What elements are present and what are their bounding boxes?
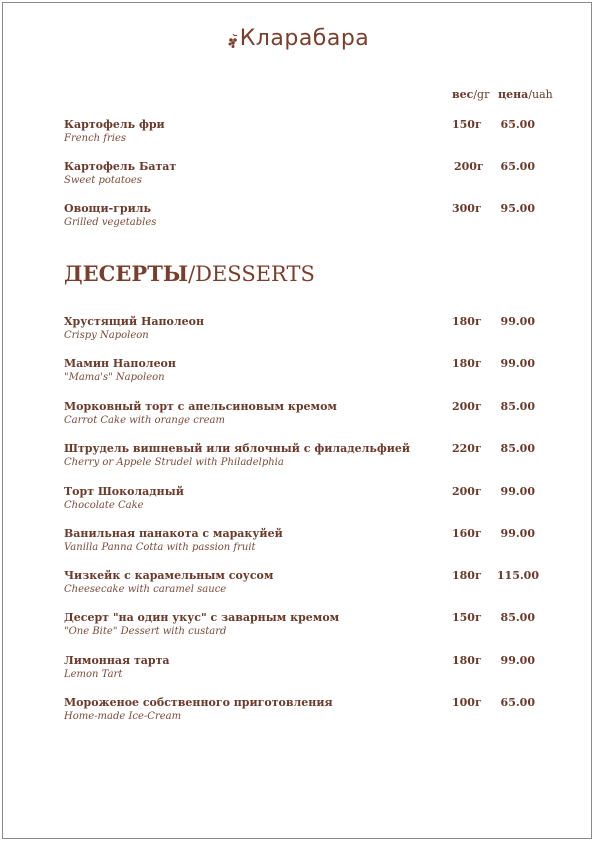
menu-item-price: 85.00 — [500, 400, 535, 413]
menu-item-price: 95.00 — [500, 202, 535, 215]
menu-item-weight: 180г — [452, 569, 482, 582]
menu-item-price: 99.00 — [500, 357, 535, 370]
menu-item — [64, 357, 554, 385]
menu-item-weight: 180г — [452, 315, 482, 328]
section-title-desserts: ДЕСЕРТЫ/DESSERTS — [64, 261, 315, 286]
menu-item-weight: 200г — [454, 160, 484, 173]
menu-item-name-en: Cherry or Appele Strudel with Philadelphia — [64, 457, 284, 468]
menu-item-weight: 200г — [452, 485, 482, 498]
brand-logo — [0, 26, 596, 51]
menu-item-weight: 180г — [452, 357, 482, 370]
menu-item-name-en: Grilled vegetables — [64, 217, 157, 228]
menu-item-name-en: Lemon Tart — [64, 669, 123, 680]
menu-item-weight: 200г — [452, 400, 482, 413]
menu-item-weight: 150г — [452, 118, 482, 131]
menu-item-price: 99.00 — [500, 527, 535, 540]
menu-item-name-ru: Штрудель вишневый или яблочный с филадельфией — [64, 442, 411, 455]
menu-item — [64, 202, 554, 230]
menu-item-name-ru: Картофель фри — [64, 118, 165, 131]
menu-item — [64, 118, 554, 146]
menu-item-name-en: Vanilla Panna Cotta with passion fruit — [64, 542, 256, 553]
menu-item-name-en: "One Bite" Dessert with custard — [64, 626, 227, 637]
column-header-weight: вес/gr — [452, 88, 490, 101]
brand-name: Кларабара — [239, 26, 370, 51]
menu-item-price: 99.00 — [500, 315, 535, 328]
menu-item-name-ru: Лимонная тарта — [64, 654, 170, 667]
menu-item-name-ru: Картофель Батат — [64, 160, 177, 173]
menu-item-name-ru: Ванильная панакота с маракуйей — [64, 527, 283, 540]
menu-item-weight: 300г — [452, 202, 482, 215]
menu-item-name-ru: Торт Шоколадный — [64, 485, 184, 498]
menu-item-name-ru: Хрустящий Наполеон — [64, 315, 205, 328]
menu-item — [64, 160, 554, 188]
menu-item — [64, 696, 554, 724]
menu-item — [64, 485, 554, 513]
menu-item — [64, 611, 554, 639]
menu-item-name-en: "Mama's" Napoleon — [64, 372, 165, 383]
menu-item-name-en: Home-made Ice-Cream — [64, 711, 182, 722]
menu-item-name-en: Cheesecake with caramel sauce — [64, 584, 227, 595]
menu-item-weight: 160г — [452, 527, 482, 540]
menu-item — [64, 569, 554, 597]
column-header-price: цена/uah — [498, 88, 553, 101]
menu-item-weight: 180г — [452, 654, 482, 667]
menu-item — [64, 442, 554, 470]
menu-item-name-en: Sweet potatoes — [64, 175, 142, 186]
menu-item-price: 65.00 — [500, 118, 535, 131]
menu-item-price: 99.00 — [500, 485, 535, 498]
menu-item-price: 65.00 — [500, 160, 535, 173]
menu-item-name-en: Chocolate Cake — [64, 500, 144, 511]
menu-item-name-ru: Мамин Наполеон — [64, 357, 176, 370]
menu-item-price: 65.00 — [500, 696, 535, 709]
menu-item — [64, 315, 554, 343]
menu-item-price: 115.00 — [496, 569, 539, 582]
menu-item-price: 99.00 — [500, 654, 535, 667]
menu-item-name-en: Carrot Cake with orange cream — [64, 415, 226, 426]
menu-item-name-ru: Мороженое собственного приготовления — [64, 696, 333, 709]
menu-item-name-ru: Овощи-гриль — [64, 202, 152, 215]
menu-item-weight: 150г — [452, 611, 482, 624]
grape-icon — [227, 33, 239, 49]
menu-item — [64, 527, 554, 555]
menu-item-price: 85.00 — [500, 611, 535, 624]
menu-item-weight: 100г — [452, 696, 482, 709]
menu-item-weight: 220г — [452, 442, 482, 455]
menu-item-name-ru: Морковный торт с апельсиновым кремом — [64, 400, 337, 413]
menu-item-name-en: French fries — [64, 133, 127, 144]
menu-item-name-en: Crispy Napoleon — [64, 330, 149, 341]
menu-item — [64, 654, 554, 682]
menu-item-price: 85.00 — [500, 442, 535, 455]
menu-item-name-ru: Десерт "на один укус" с заварным кремом — [64, 611, 340, 624]
menu-item-name-ru: Чизкейк с карамельным соусом — [64, 569, 274, 582]
menu-item — [64, 400, 554, 428]
